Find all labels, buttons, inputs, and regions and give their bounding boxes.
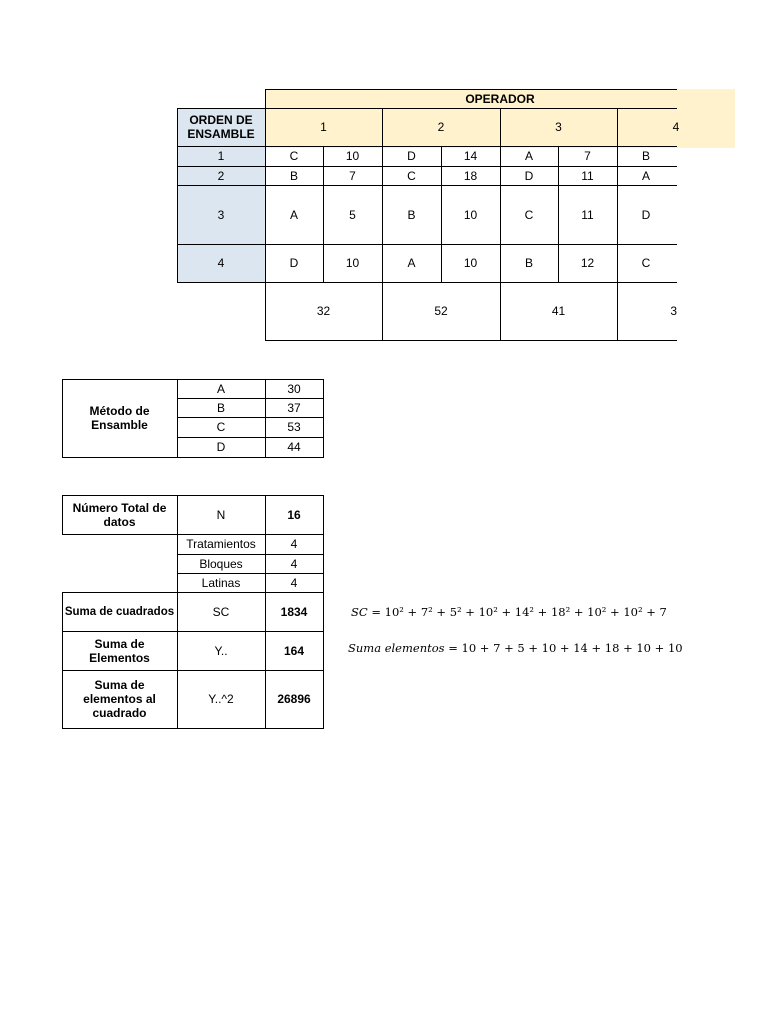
n-symbol: N (216, 507, 226, 522)
table-cell: D (407, 149, 416, 163)
table-cell: 10 (463, 256, 478, 270)
order-2-label: 2 (217, 168, 225, 183)
operator-2-total: 52 (434, 304, 448, 318)
operator-3-total: 41 (551, 304, 566, 318)
latins-label: Latinas (201, 575, 241, 590)
sc-symbol: SC (212, 604, 230, 619)
treatments-label: Tratamientos (186, 537, 256, 551)
order-4-label: 4 (217, 256, 225, 270)
method-c-label: C (216, 420, 226, 434)
table-cell: 5 (349, 207, 356, 222)
operator-4-header: 4 (672, 120, 680, 134)
table-cell: 12 (580, 256, 595, 270)
table-cell: 14 (463, 149, 478, 163)
order-1-label: 1 (217, 149, 225, 163)
table-cell: A (407, 256, 416, 270)
squared-sum-label: Suma de elementos al cuadrado (83, 678, 156, 720)
table-cell: A (289, 207, 298, 222)
table-cell: 11 (581, 207, 594, 222)
order-3-label: 3 (217, 207, 225, 222)
method-a-label: A (216, 381, 225, 396)
table-cell: C (289, 149, 299, 163)
table-cell: 11 (581, 168, 594, 183)
sum-of-elements-label: Suma de Elementos (89, 636, 150, 665)
table-cell: A (641, 168, 650, 183)
method-d-label: D (216, 440, 226, 454)
sum-formula: Suma elementos = 10 + 7 + 5 + 10 + 14 + 18 + 10 + 10 (348, 641, 683, 655)
operator-2-header: 2 (437, 120, 445, 134)
latins-value: 4 (290, 575, 298, 590)
table-cell: C (641, 256, 651, 270)
operator-4-total: 3 (670, 304, 677, 318)
n-value: 16 (287, 507, 301, 522)
sc-formula: SC = 10² + 7² + 5² + 10² + 14² + 18² + 10² + 10² + 7 (351, 605, 667, 619)
table-cell: B (289, 168, 298, 183)
total-data-label: Número Total de datos (72, 500, 167, 529)
method-b-value: 37 (287, 400, 301, 415)
operator-1-header: 1 (320, 120, 327, 134)
table-cell: C (407, 168, 416, 183)
y-dotdot-squared-symbol: Y..^2 (208, 692, 234, 706)
sc-formula-rhs: 10² + 7² + 5² + 10² + 14² + 18² + 10² + 10² + 7 (384, 605, 667, 619)
table-cell: 7 (349, 168, 356, 183)
sc-value: 1834 (280, 604, 308, 619)
table-cell: B (641, 149, 650, 163)
table-cell: D (524, 168, 534, 183)
operator-3-header: 3 (555, 120, 562, 134)
method-a-value: 30 (287, 381, 301, 396)
table-cell: 10 (463, 207, 478, 222)
assembly-method-label: Método de Ensamble (89, 404, 150, 432)
sum-value: 164 (283, 643, 305, 658)
method-b-label: B (216, 400, 225, 415)
table-cell: B (407, 207, 416, 222)
table-cell: 10 (345, 256, 360, 270)
assembly-order-header: ORDEN DE ENSAMBLE (187, 113, 255, 141)
operator-title: OPERADOR (465, 91, 535, 106)
operator-1-total: 32 (316, 304, 331, 318)
table-cell: 18 (463, 168, 478, 183)
table-cell: 10 (345, 149, 360, 163)
treatments-value: 4 (290, 537, 298, 551)
table-cell: C (524, 207, 534, 222)
method-c-value: 53 (287, 420, 301, 434)
table-cell: B (524, 256, 533, 270)
sum-of-squares-label: Suma de cuadrados (64, 605, 175, 618)
y-dotdot-symbol: Y.. (214, 643, 228, 658)
table-cell: A (524, 149, 533, 163)
sc-formula-lhs: SC (351, 605, 368, 619)
table-cell: 7 (584, 149, 591, 163)
table-cell: D (641, 207, 651, 222)
blocks-value: 4 (290, 556, 298, 571)
blocks-label: Bloques (199, 556, 243, 571)
squared-sum-value: 26896 (277, 692, 311, 706)
table-cell: D (289, 256, 299, 270)
method-d-value: 44 (287, 440, 301, 454)
sum-formula-rhs: 10 + 7 + 5 + 10 + 14 + 18 + 10 + 10 (461, 641, 683, 655)
sum-formula-lhs: Suma elementos (348, 641, 445, 655)
